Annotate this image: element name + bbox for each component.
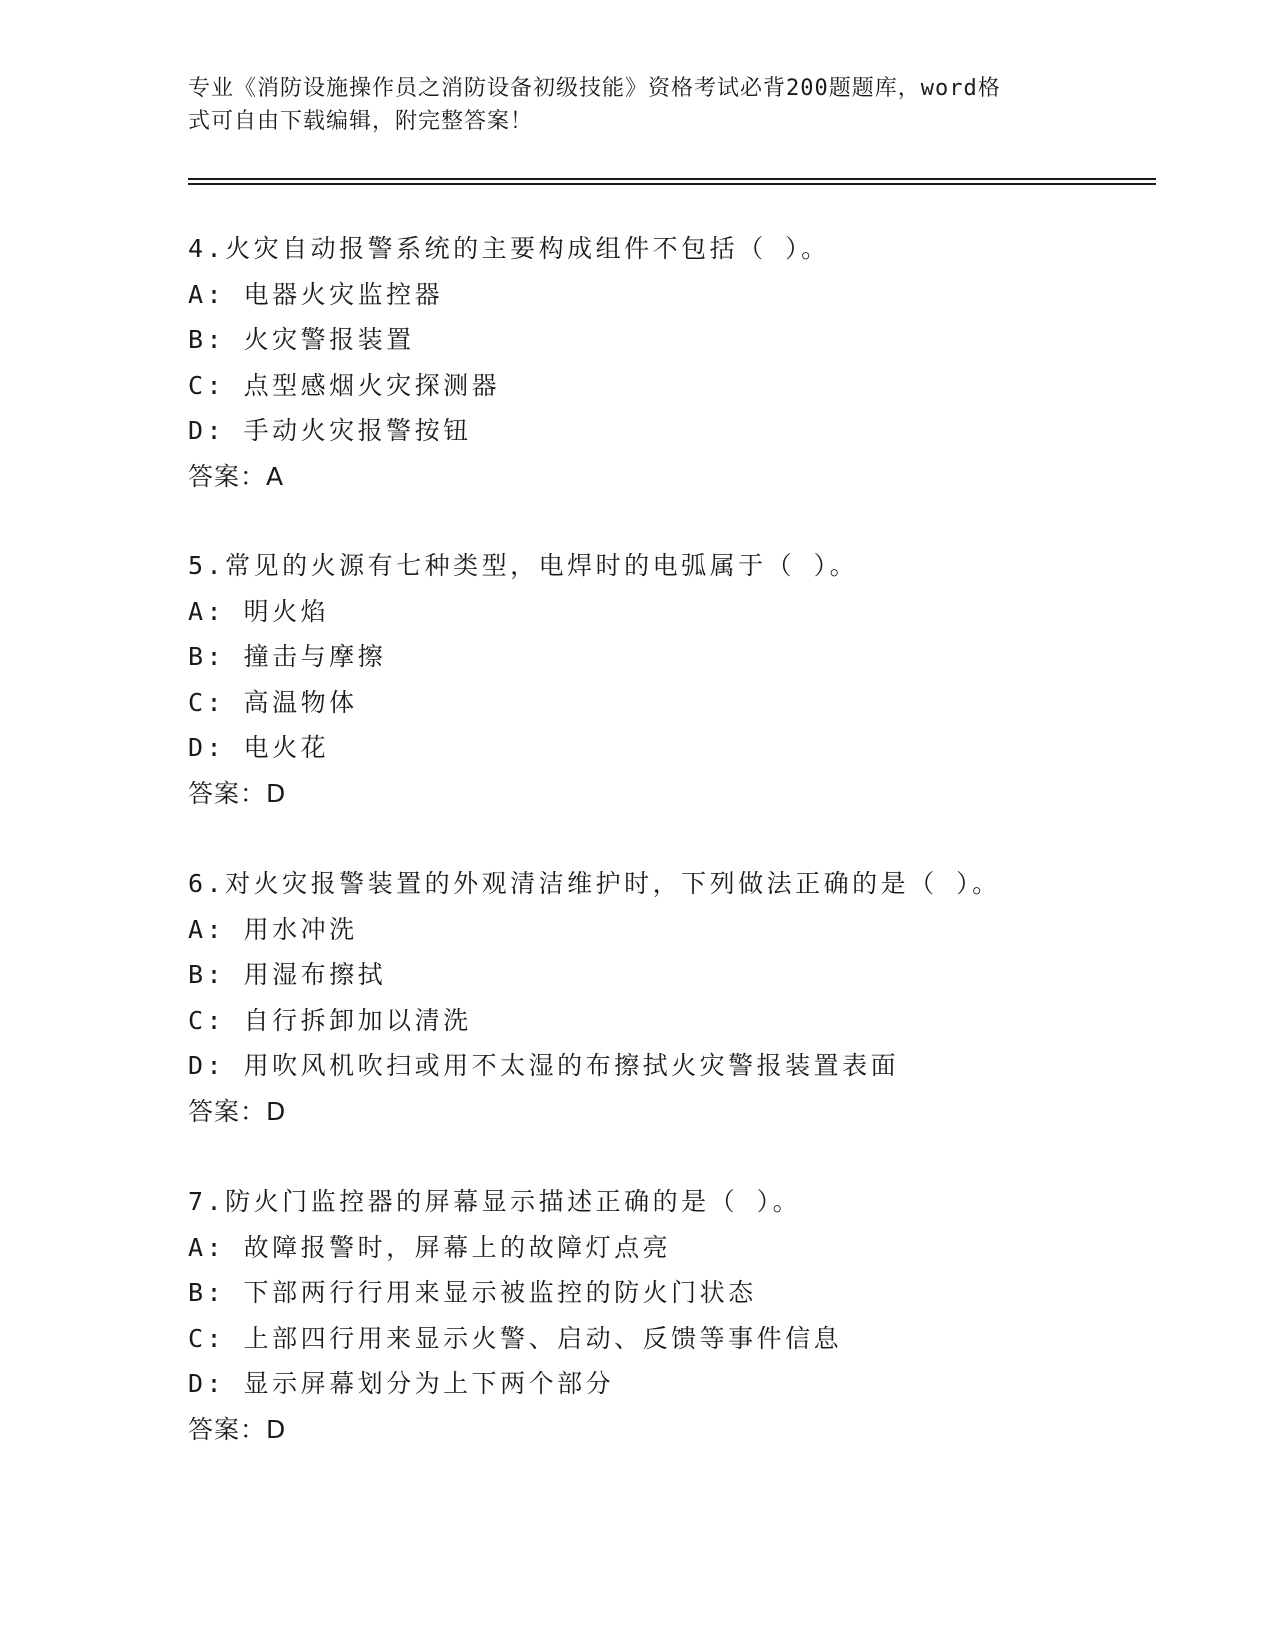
option-b: B: 火灾警报装置 (188, 325, 415, 354)
option-b: B: 撞击与摩擦 (188, 642, 387, 671)
question-5 (188, 543, 1168, 816)
question-stem: 7.防火门监控器的屏幕显示描述正确的是（ ）。 (188, 1187, 802, 1216)
question-7 (188, 1179, 1168, 1452)
option-d: D: 电火花 (188, 733, 330, 762)
option-a: A: 电器火灾监控器 (188, 279, 444, 309)
option-a: A: 明火焰 (188, 596, 330, 626)
option-c: C: 上部四行用来显示火警、启动、反馈等事件信息 (188, 1323, 843, 1353)
option-d: D: 用吹风机吹扫或用不太湿的布擦拭火灾警报装置表面 (188, 1051, 900, 1080)
option-c: C: 高温物体 (188, 687, 358, 717)
header-divider-top (188, 178, 1156, 180)
option-c: C: 自行拆卸加以清洗 (188, 1005, 472, 1035)
option-b: B: 下部两行行用来显示被监控的防火门状态 (188, 1278, 757, 1307)
question-stem: 4.火灾自动报警系统的主要构成组件不包括（ ）。 (188, 234, 830, 263)
document-header (188, 72, 1068, 138)
option-b: B: 用湿布擦拭 (188, 960, 387, 989)
answer-line: 答案：D (188, 778, 287, 808)
question-stem: 5.常见的火源有七种类型，电焊时的电弧属于（ ）。 (188, 551, 859, 580)
question-6 (188, 861, 1168, 1134)
header-divider-bottom (188, 183, 1156, 185)
answer-line: 答案：A (188, 461, 285, 491)
option-a: A: 故障报警时，屏幕上的故障灯点亮 (188, 1232, 672, 1262)
question-4 (188, 226, 1168, 499)
question-stem: 6.对火灾报警装置的外观清洁维护时，下列做法正确的是（ ）。 (188, 869, 1001, 898)
header-line-1: 专业《消防设施操作员之消防设备初级技能》资格考试必背200题题库，word格 (188, 76, 1001, 101)
option-d: D: 手动火灾报警按钮 (188, 416, 472, 445)
header-line-2: 式可自由下载编辑，附完整答案！ (188, 109, 534, 134)
option-a: A: 用水冲洗 (188, 914, 358, 944)
option-c: C: 点型感烟火灾探测器 (188, 370, 501, 400)
option-d: D: 显示屏幕划分为上下两个部分 (188, 1369, 615, 1398)
answer-line: 答案：D (188, 1414, 287, 1444)
answer-line: 答案：D (188, 1096, 287, 1126)
